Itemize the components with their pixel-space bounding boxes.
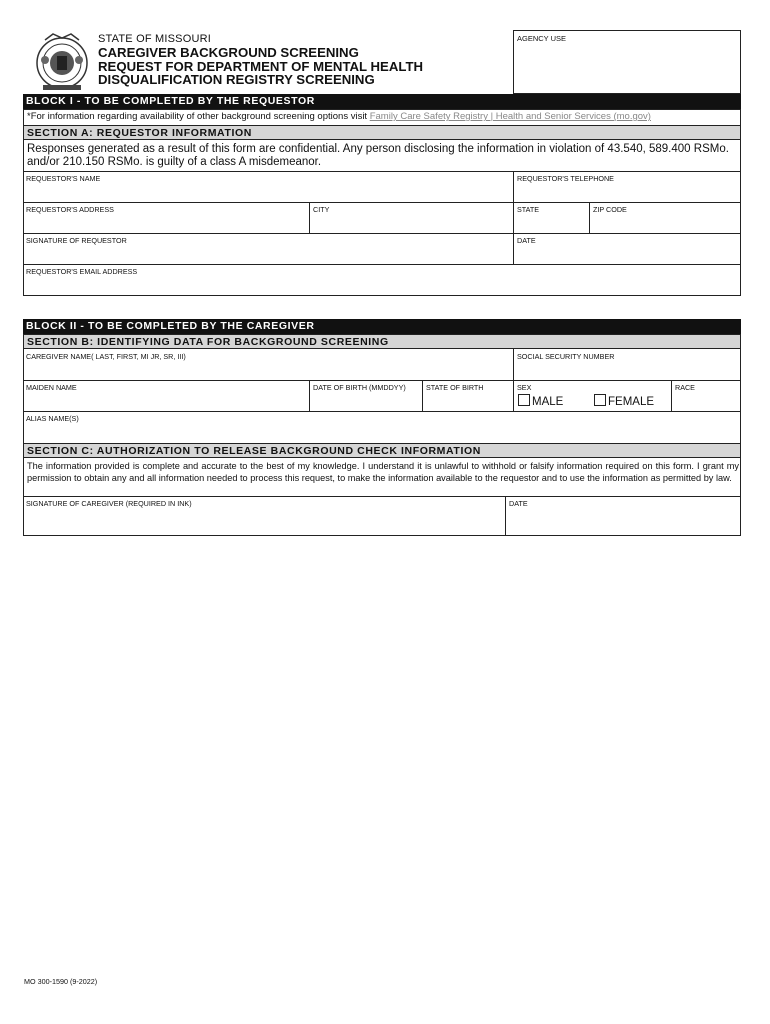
state-label: STATE OF MISSOURI xyxy=(98,33,211,45)
agency-use-box[interactable] xyxy=(513,30,741,94)
authorization-text: The information provided is complete and accurate to the best of my knowledge. I understand it is unlawful to withhold or falsify information required on this form. I grant my permission to obtain any and all information needed to process this request, to make the information available to the requestor and to use the information as permitted by law. xyxy=(27,461,739,483)
screening-options-note xyxy=(27,111,651,122)
date-of-birth-field[interactable] xyxy=(310,381,422,411)
requestor-signature-label: SIGNATURE OF REQUESTOR xyxy=(26,236,127,245)
maiden-name-field[interactable] xyxy=(24,381,309,411)
zip-code-field[interactable] xyxy=(590,203,740,233)
requestor-address-field[interactable] xyxy=(24,203,309,233)
caregiver-name-field[interactable] xyxy=(24,350,513,380)
city-field[interactable] xyxy=(310,203,513,233)
ssn-label: SOCIAL SECURITY NUMBER xyxy=(517,352,615,361)
male-checkbox[interactable] xyxy=(518,394,530,406)
requestor-telephone-label: REQUESTOR'S TELEPHONE xyxy=(517,174,614,183)
caregiver-name-label: CAREGIVER NAME( LAST, FIRST, MI JR, SR, III) xyxy=(26,352,186,361)
zip-code-label: ZIP CODE xyxy=(593,205,627,214)
agency-use-label: AGENCY USE xyxy=(517,34,567,43)
race-field[interactable] xyxy=(672,381,740,411)
form-title-line: REQUEST FOR DEPARTMENT OF MENTAL HEALTH xyxy=(98,58,424,74)
female-option[interactable] xyxy=(594,394,654,408)
form-number: MO 300-1590 (9-2022) xyxy=(24,977,98,986)
alias-names-field[interactable] xyxy=(24,412,740,443)
female-label: FEMALE xyxy=(608,396,655,408)
female-checkbox[interactable] xyxy=(594,394,606,406)
caregiver-date-field[interactable] xyxy=(506,497,740,535)
date-of-birth-label: DATE OF BIRTH (MMDDYY) xyxy=(313,383,406,392)
missouri-state-seal xyxy=(33,30,91,92)
requestor-signature-field[interactable] xyxy=(24,234,513,264)
requestor-date-label: DATE xyxy=(517,236,536,245)
fcsr-link[interactable]: Family Care Safety Registry | Health and Senior Services (mo.gov) xyxy=(369,111,651,122)
block-1-header: BLOCK I - TO BE COMPLETED BY THE REQUESTOR xyxy=(23,94,741,109)
form-title-line: CAREGIVER BACKGROUND SCREENING xyxy=(98,45,359,60)
requestor-address-label: REQUESTOR'S ADDRESS xyxy=(26,205,114,214)
note-text: *For information regarding availability of other background screening options visit xyxy=(27,111,370,122)
caregiver-date-label: DATE xyxy=(509,499,528,508)
state-of-birth-label: STATE OF BIRTH xyxy=(426,383,484,392)
section-a-header: SECTION A: REQUESTOR INFORMATION xyxy=(23,125,741,140)
requestor-name-field[interactable] xyxy=(24,172,513,202)
male-label: MALE xyxy=(532,396,564,408)
race-label: RACE xyxy=(675,383,695,392)
caregiver-signature-label: SIGNATURE OF CAREGIVER (REQUIRED IN INK) xyxy=(26,499,192,508)
sex-label: SEX xyxy=(517,383,532,392)
state-label-field: STATE xyxy=(517,205,540,214)
requestor-email-field[interactable] xyxy=(24,265,740,295)
city-label: CITY xyxy=(313,205,330,214)
section-c-header: SECTION C: AUTHORIZATION TO RELEASE BACKGROUND CHECK INFORMATION xyxy=(23,443,741,458)
caregiver-signature-field[interactable] xyxy=(24,497,505,535)
male-option[interactable] xyxy=(518,394,563,408)
ssn-field[interactable] xyxy=(514,350,740,380)
form-title xyxy=(98,46,498,87)
state-of-birth-field[interactable] xyxy=(423,381,513,411)
block-2-header: BLOCK II - TO BE COMPLETED BY THE CAREGIVER xyxy=(23,319,741,334)
alias-names-label: ALIAS NAME(S) xyxy=(26,414,79,423)
sex-field xyxy=(514,381,671,411)
section-b-header: SECTION B: IDENTIFYING DATA FOR BACKGROUND SCREENING xyxy=(23,334,741,349)
confidentiality-notice: Responses generated as a result of this form are confidential. Any person disclosing the information in violation of 43.540, 589.400 RSMo. and/or 210.150 RSMo. is guilty of a class A misdemeanor. xyxy=(27,143,729,168)
maiden-name-label: MAIDEN NAME xyxy=(26,383,77,392)
requestor-date-field[interactable] xyxy=(514,234,740,264)
requestor-telephone-field[interactable] xyxy=(514,172,740,202)
requestor-email-label: REQUESTOR'S EMAIL ADDRESS xyxy=(26,267,138,276)
requestor-name-label: REQUESTOR'S NAME xyxy=(26,174,101,183)
form-title-line: DISQUALIFICATION REGISTRY SCREENING xyxy=(98,72,375,87)
state-field[interactable] xyxy=(514,203,589,233)
